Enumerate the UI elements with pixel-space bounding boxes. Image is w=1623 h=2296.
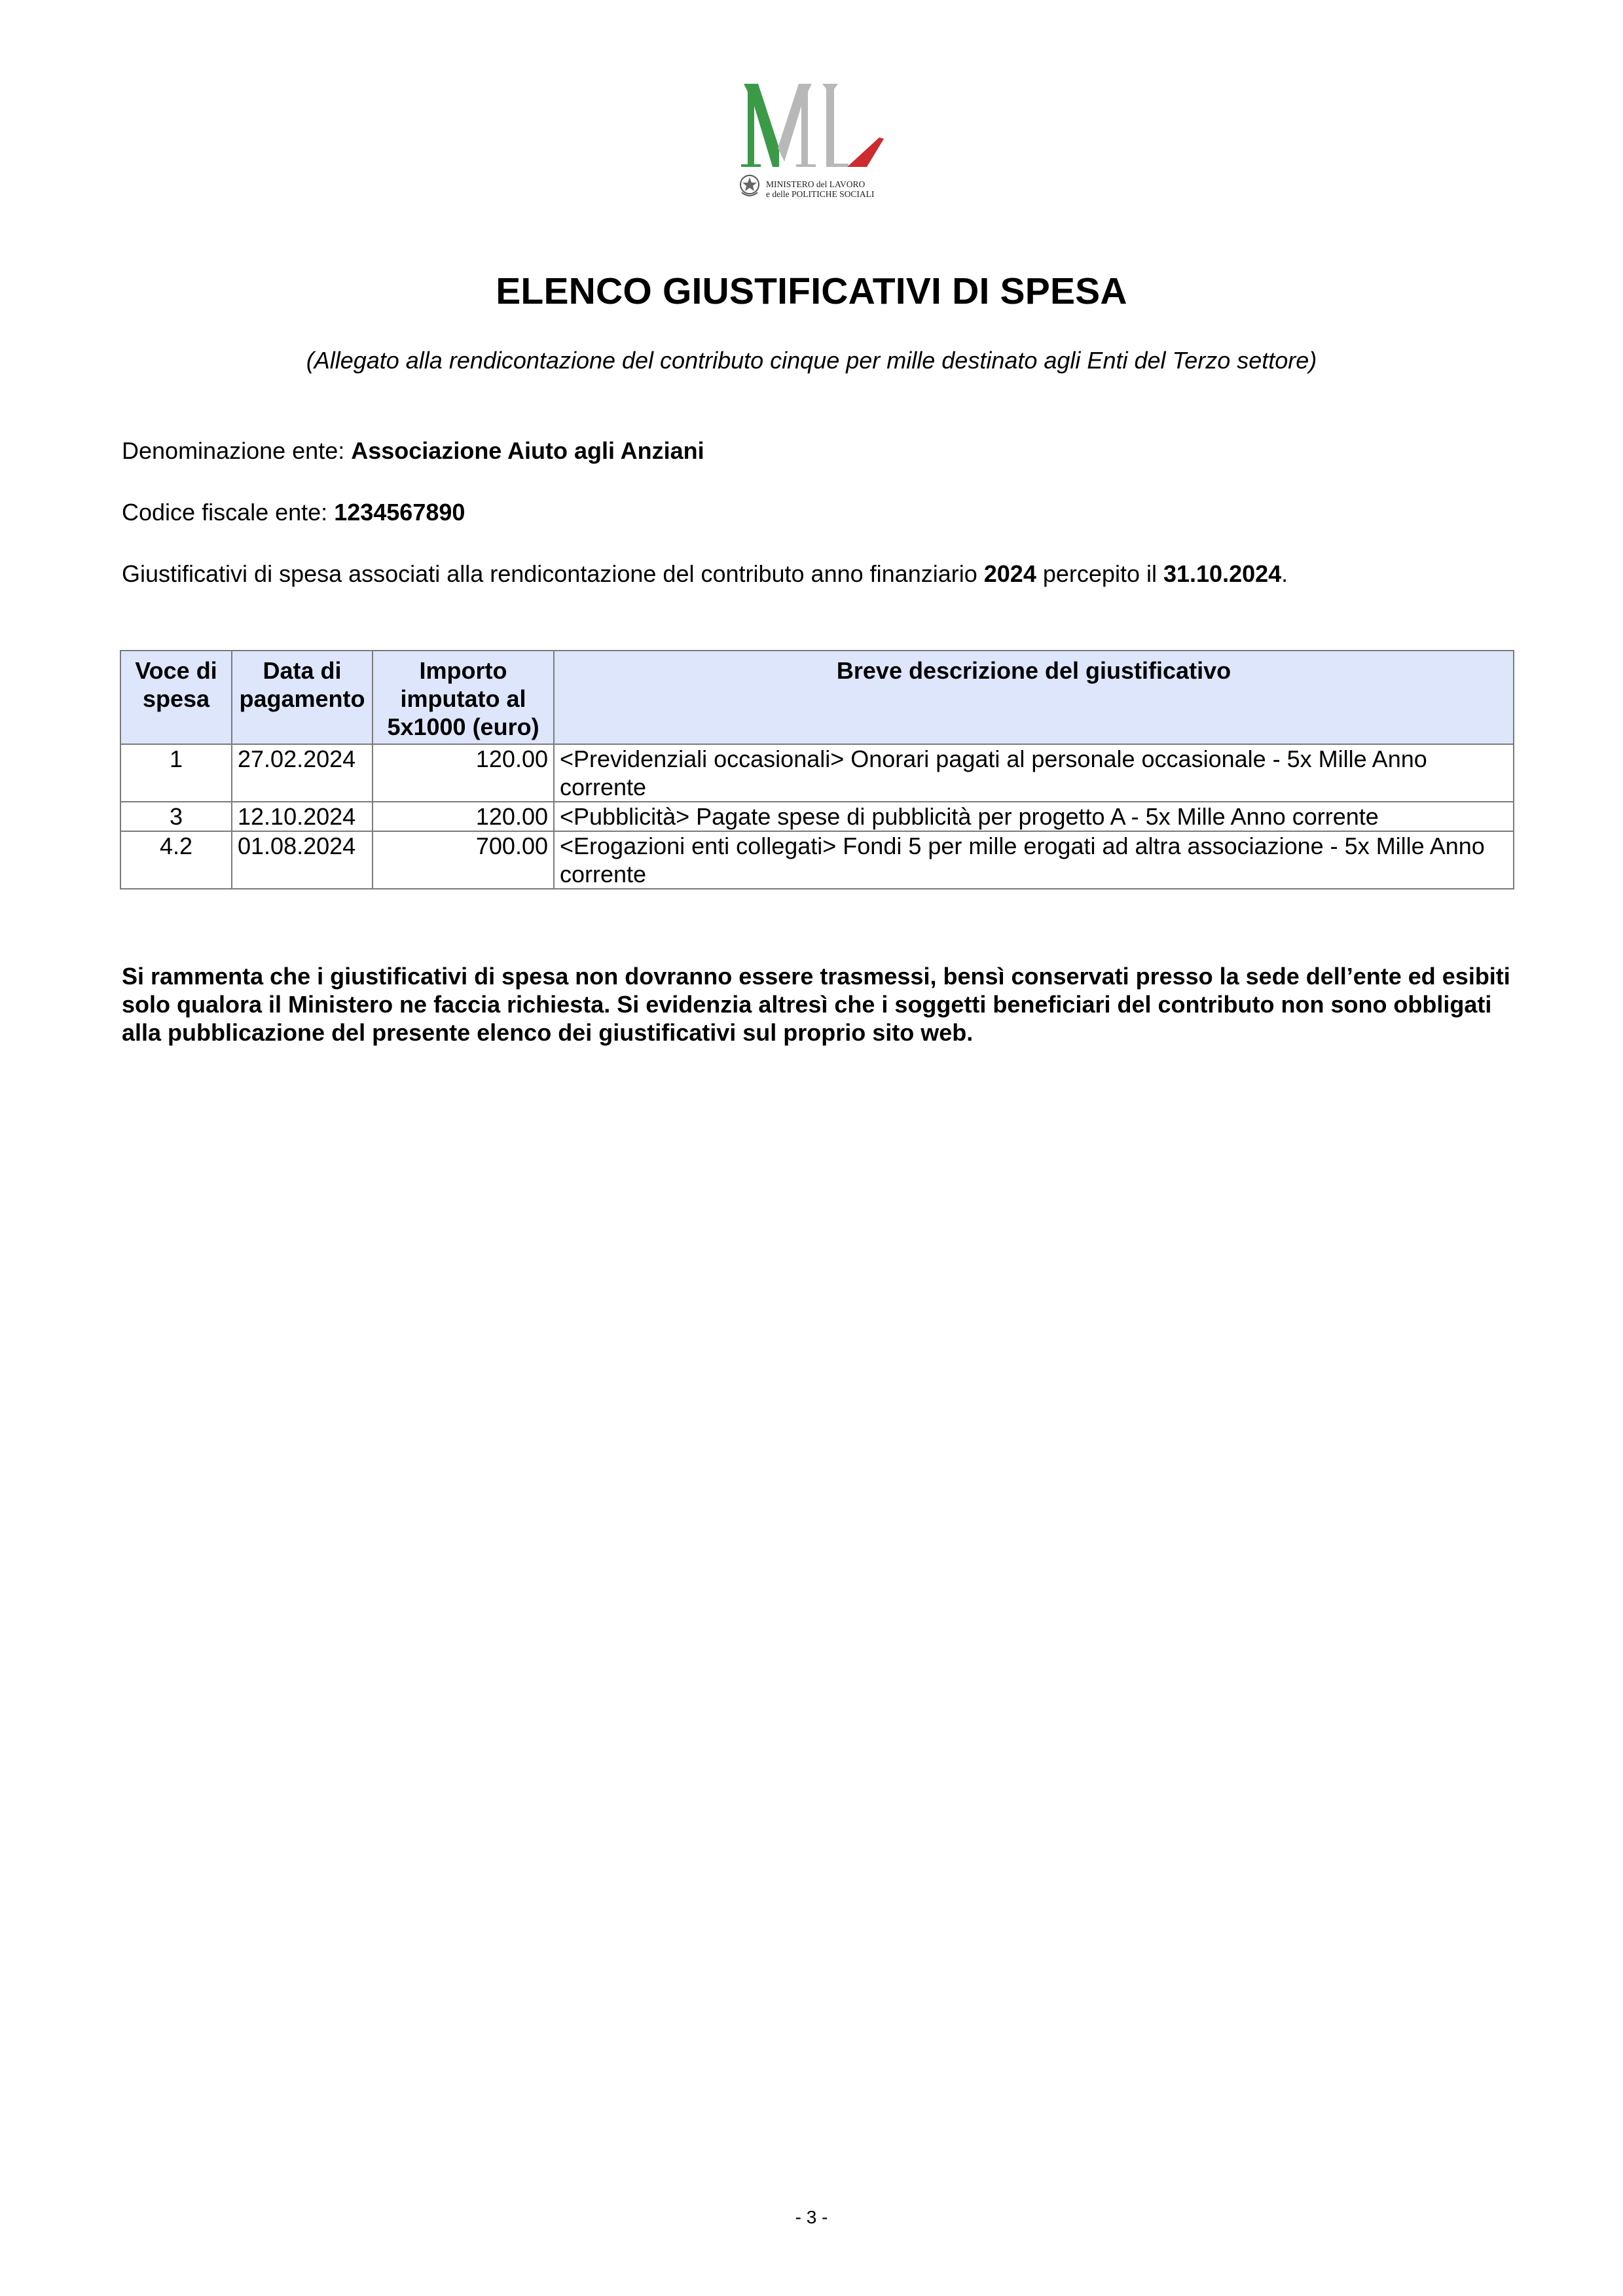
header-data-line1: Data di: [263, 657, 342, 684]
table-row: [120, 744, 1514, 802]
codice-fiscale-value: 1234567890: [334, 499, 465, 526]
header-data-line2: pagamento: [239, 685, 365, 712]
header-voce-line1: Voce di: [135, 657, 217, 684]
codice-fiscale-field: [122, 499, 465, 526]
cell-importo: 700.00: [373, 831, 554, 889]
page-number: - 3 -: [795, 2207, 828, 2227]
denominazione-label: Denominazione ente:: [122, 437, 345, 464]
cell-data: 27.02.2024: [232, 744, 373, 802]
cell-voce: 1: [120, 744, 232, 802]
cell-importo: 120.00: [373, 744, 554, 802]
ministry-name-line2: e delle POLITICHE SOCIALI: [766, 189, 875, 199]
header-voce: [120, 651, 232, 744]
ministry-name: [766, 179, 874, 199]
cell-descrizione: <Previdenziali occasionali> Onorari pagati al personale occasionale - 5x Mille Anno corrente: [554, 744, 1514, 802]
anno-finanziario: 2024: [983, 560, 1036, 587]
contributo-field: [122, 560, 1288, 588]
table-header-row: [120, 651, 1514, 744]
header-importo-line1: Importo: [419, 657, 507, 684]
header-descrizione: Breve descrizione del giustificativo: [554, 651, 1514, 744]
header-importo-line2: imputato al: [400, 685, 526, 712]
data-percepito: 31.10.2024: [1163, 560, 1282, 587]
header-importo-line3: 5x1000 (euro): [387, 713, 539, 740]
denominazione-value: Associazione Aiuto agli Anziani: [351, 437, 704, 464]
ministry-name-line1: MINISTERO del LAVORO: [766, 179, 866, 189]
table-row: [120, 831, 1514, 889]
table-row: [120, 802, 1514, 831]
cell-descrizione: <Pubblicità> Pagate spese di pubblicità per progetto A - 5x Mille Anno corrente: [554, 802, 1514, 831]
end-period: .: [1281, 560, 1288, 587]
cell-data: 01.08.2024: [232, 831, 373, 889]
page-subtitle: (Allegato alla rendicontazione del contributo cinque per mille destinato agli Enti del Terzo settore): [306, 347, 1317, 374]
codice-fiscale-label: Codice fiscale ente:: [122, 499, 328, 526]
cell-data: 12.10.2024: [232, 802, 373, 831]
ministry-logo: [739, 80, 896, 211]
contributo-text: Giustificativi di spesa associati alla rendicontazione del contributo anno finanziario: [122, 560, 977, 587]
header-importo: [373, 651, 554, 744]
cell-descrizione: <Erogazioni enti collegati> Fondi 5 per mille erogati ad altra associazione - 5x Mille Anno corrente: [554, 831, 1514, 889]
legal-notice: Si rammenta che i giustificativi di spesa non dovranno essere trasmessi, bensì conservati presso la sede dell’ente ed esibiti solo qualora il Ministero ne faccia richiesta. Si evidenzia altresì che i soggetti beneficiari del contributo non sono obbligati alla pubblicazione del presente elenco dei giustificativi sul proprio sito web.: [122, 963, 1510, 1046]
header-voce-line2: spesa: [142, 685, 210, 712]
cell-importo: 120.00: [373, 802, 554, 831]
denominazione-field: [122, 437, 704, 465]
ml-logo-icon: [739, 80, 896, 178]
page-title: ELENCO GIUSTIFICATIVI DI SPESA: [496, 270, 1127, 312]
emblem-icon: [739, 173, 761, 199]
header-data: [232, 651, 373, 744]
giustificativi-table: [120, 650, 1514, 889]
cell-voce: 3: [120, 802, 232, 831]
cell-voce: 4.2: [120, 831, 232, 889]
percepito-text: percepito il: [1042, 560, 1157, 587]
